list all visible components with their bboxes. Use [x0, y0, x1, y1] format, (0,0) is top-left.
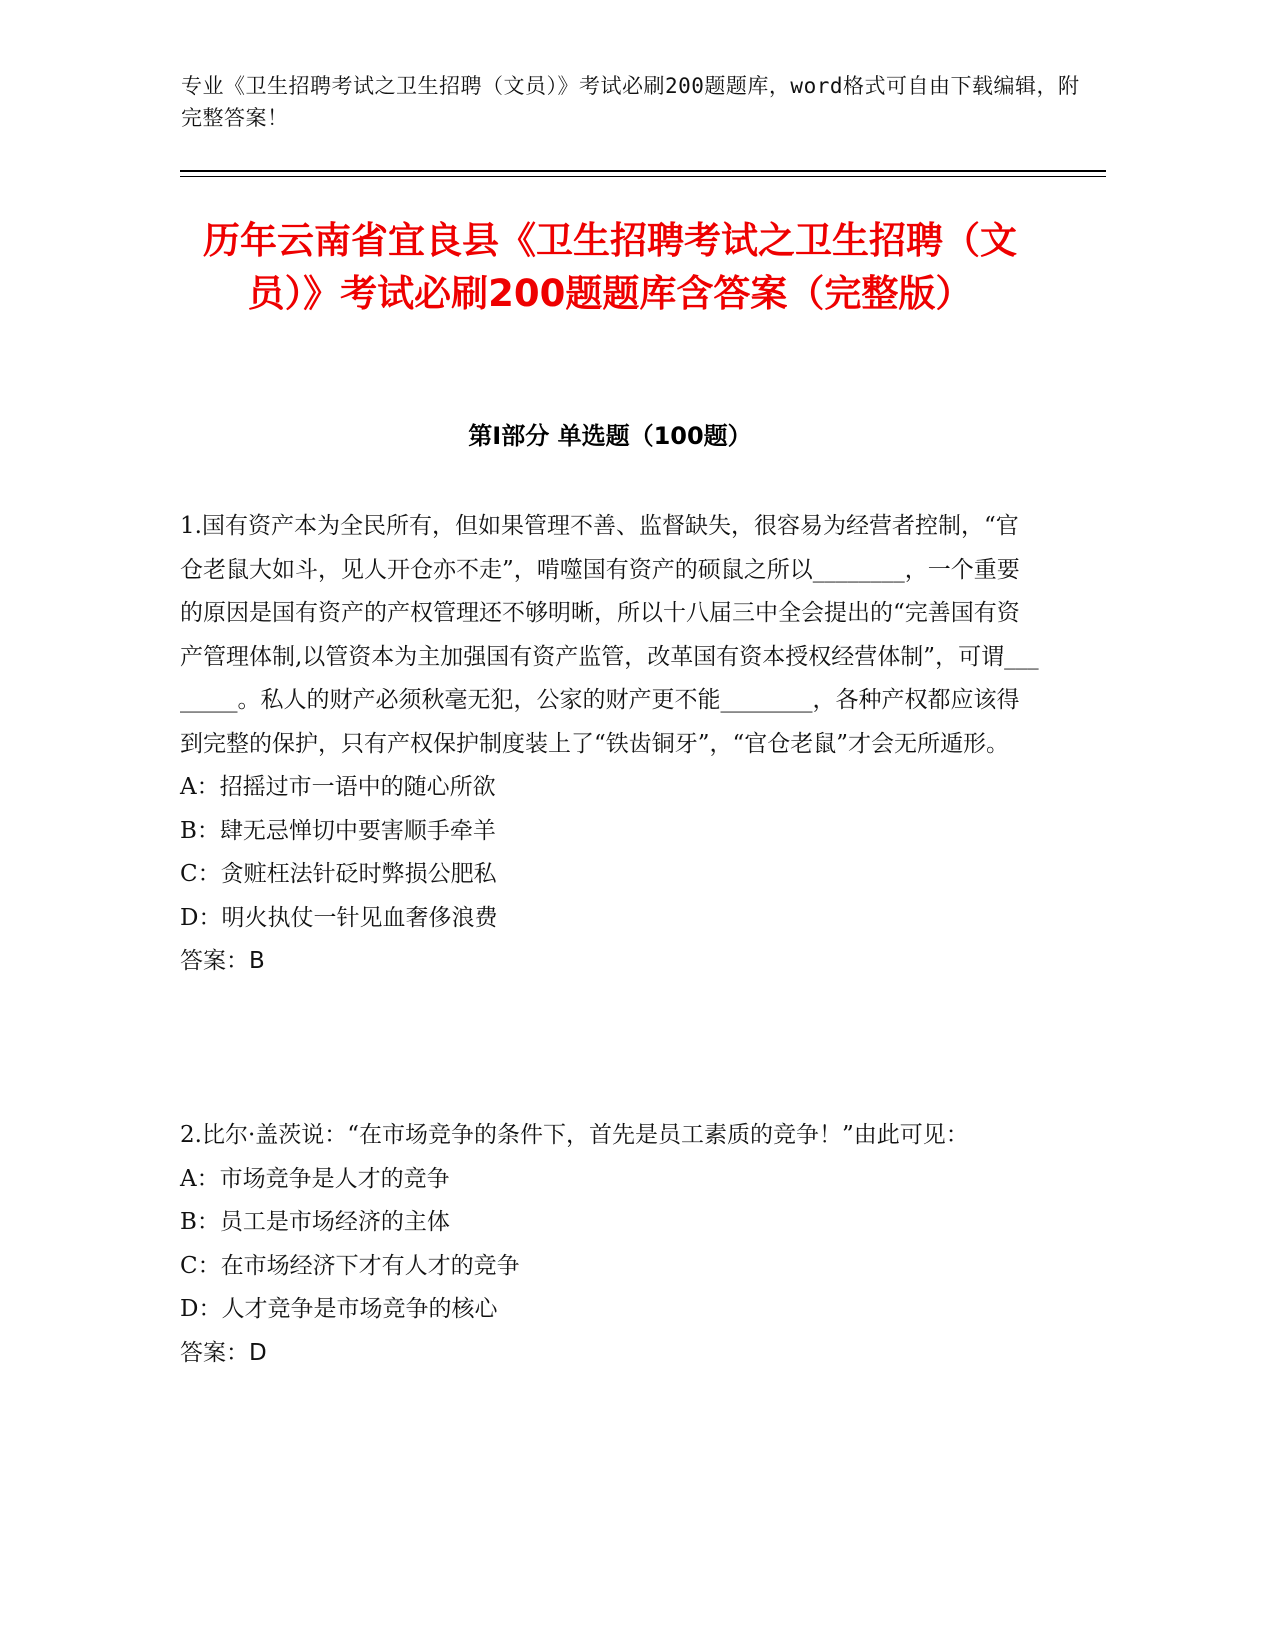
section-heading: 第Ⅰ部分 单选题（100题） [468, 422, 752, 450]
option-c: C：在市场经济下才有人才的竞争 [180, 1252, 520, 1279]
question-2 [180, 1114, 1040, 1375]
header-note: 专业《卫生招聘考试之卫生招聘（文员）》考试必刷200题题库，word格式可自由下载编辑，附完整答案！ [181, 74, 1080, 130]
option-d: D：明火执仗一针见血奢侈浪费 [180, 904, 498, 931]
option-d: D：人才竞争是市场竞争的核心 [180, 1296, 498, 1322]
header-divider-thin [180, 176, 1106, 177]
option-b: B：员工是市场经济的主体 [180, 1209, 450, 1235]
answer-line: 答案：D [180, 1339, 267, 1366]
option-a: A：招摇过市一语中的随心所欲 [180, 774, 496, 800]
option-c: C：贪赃枉法针砭时弊损公肥私 [180, 861, 497, 887]
question-1 [180, 505, 1040, 984]
option-a: A：市场竞争是人才的竞争 [180, 1165, 450, 1192]
document-title: 历年云南省宜良县《卫生招聘考试之卫生招聘（文员）》考试必刷200题题库含答案（完整版） [203, 219, 1017, 315]
question-stem: 2.比尔·盖茨说：“在市场竞争的条件下，首先是员工素质的竞争！”由此可见： [180, 1122, 969, 1148]
answer-line: 答案：B [180, 948, 265, 974]
option-b: B：肆无忌惮切中要害顺手牵羊 [180, 817, 496, 844]
question-stem: 1.国有资产本为全民所有，但如果管理不善、监督缺失，很容易为经营者控制，“官仓老鼠大如斗，见人开仓亦不走”，啃噬国有资产的硕鼠之所以________，一个重要的原因是国有资产的产权管理还不够明晰，所以十八届三中全会提出的“完善国有资产管理体制,以管资本为主加强国有资产监管，改革国有资本授权经营体制”，可谓________。私人的财产必须秋毫无犯，公家的财产更不能________，各种产权都应该得到完整的保护，只有产权保护制度装上了“铁齿铜牙”，“官仓老鼠”才会无所遁形。 [180, 513, 1039, 757]
header-divider-thick [180, 170, 1106, 172]
